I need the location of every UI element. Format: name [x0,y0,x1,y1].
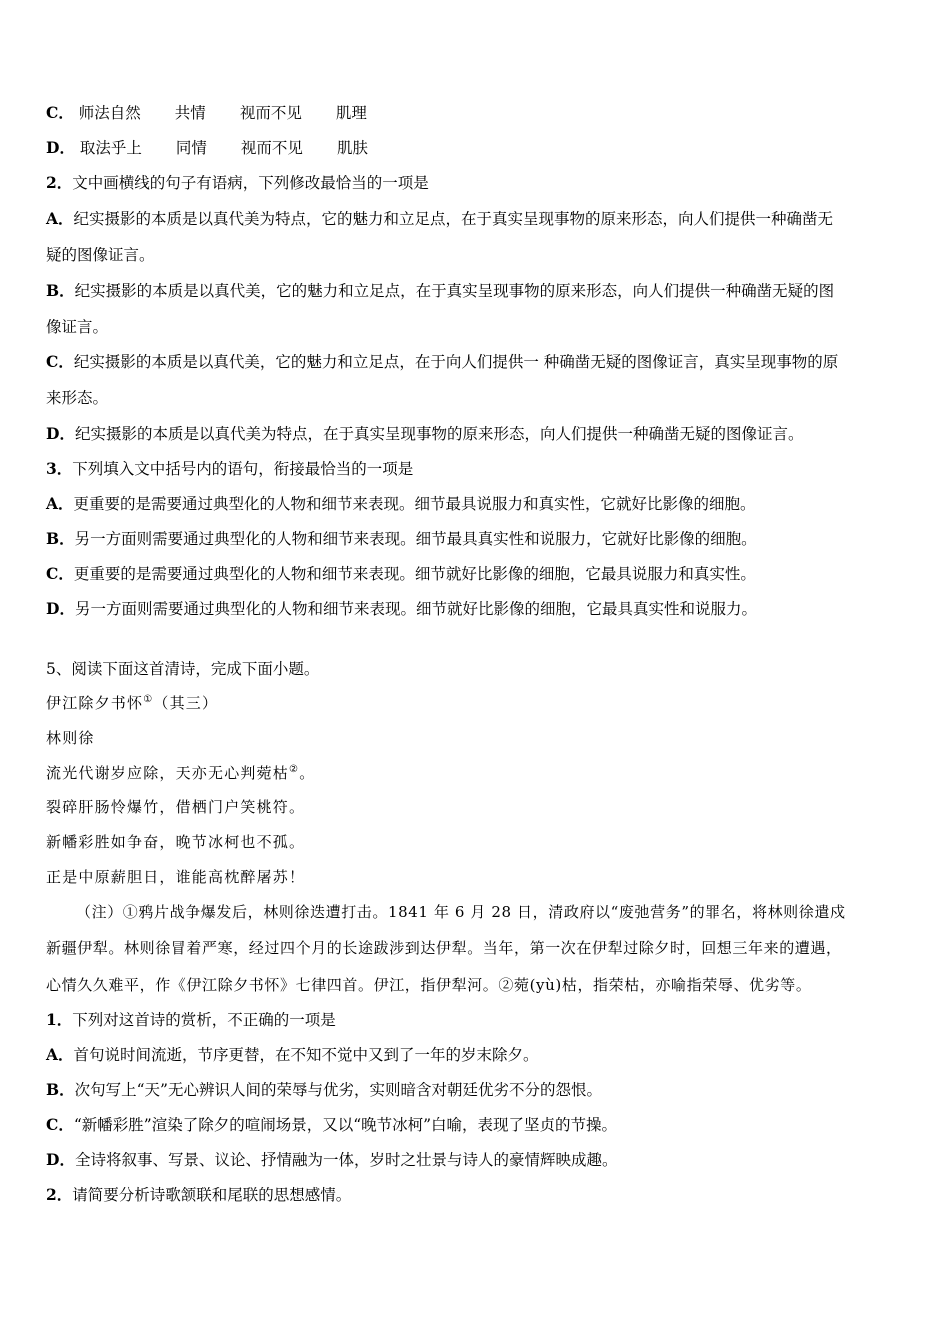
question-text: 下列填入文中括号内的语句，衔接最恰当的一项是 [72,460,414,478]
option-word: 取法乎上 [79,139,142,157]
option-word: 肌理 [335,104,367,122]
q2-option-d [46,424,803,444]
option-label: A． [46,209,74,228]
footnote-marker: ① [143,694,154,705]
option-text: 首句说时间流逝，节序更替，在不知不觉中又到了一年的岁末除夕。 [73,1046,539,1064]
q3-option-d [46,599,757,619]
option-word: 师法自然 [78,104,141,122]
option-text: 另一方面则需要通过典型化的人物和细节来表现。细节最具真实性和说服力，它就好比影像的细胞。 [74,530,757,548]
q3-option-c [46,564,756,584]
footnote-marker: ② [289,764,300,775]
s5-q2-stem [46,1185,351,1205]
question-text: 下列对这首诗的赏析，不正确的一项是 [72,1011,336,1029]
option-text: 来形态。 [46,389,109,407]
option-word: 视而不见 [240,139,303,157]
q3-option-a [46,494,756,514]
option-text: 纪实摄影的本质是以真代美，它的魅力和立足点，在于向人们提供一 种确凿无疑的图像证言，真实呈现事物的原 [73,353,839,371]
option-word: 同情 [175,139,207,157]
question-number: 2． [46,173,73,192]
poem-line-2: 裂碎肝肠怜爆竹，借栖门户笑桃符。 [46,798,306,816]
poem-text: 流光代谢岁应除，天亦无心判菀枯 [46,764,290,782]
option-text: 疑的图像证言。 [46,246,155,264]
poem-line-1 [46,763,315,783]
poem-title-text: 伊江除夕书怀 [46,694,144,712]
option-text: 全诗将叙事、写景、议论、抒情融为一体，岁时之壮景与诗人的豪情辉映成趣。 [74,1151,618,1169]
s5-q1-stem [46,1010,336,1030]
q2-stem [46,173,429,193]
option-label: C． [46,103,74,122]
option-label: C． [46,564,74,583]
poem-line-3: 新幡彩胜如争奋，晚节冰柯也不孤。 [46,833,306,851]
s5-q1-option-c [46,1115,617,1135]
option-label: B． [46,281,75,300]
option-label: D． [46,138,75,157]
option-word: 肌肤 [336,139,368,157]
q2-option-a-cont [46,245,155,265]
option-text: 像证言。 [46,318,109,336]
question-text: 文中画横线的句子有语病，下列修改最恰当的一项是 [72,174,429,192]
q3-option-b [46,529,757,549]
option-label: B． [46,1080,75,1099]
option-label: D． [46,1150,75,1169]
question-number: 3． [46,459,73,478]
q2-option-c-cont [46,388,108,408]
option-text: 另一方面则需要通过典型化的人物和细节来表现。细节就好比影像的细胞，它最具真实性和说服力。 [74,600,757,618]
poem-note-line-3: 心情久久难平，作《伊江除夕书怀》七律四首。伊江，指伊犁河。②菀(yù)枯，指荣枯，亦喻指荣辱、优劣等。 [46,976,812,994]
poem-line-4: 正是中原薪胆日，谁能高枕醉屠苏！ [46,868,306,886]
option-text: 次句写上“天”无心辨识人间的荣辱与优劣，实则暗含对朝廷优劣不分的怨恨。 [74,1081,602,1099]
option-label: D． [46,424,75,443]
option-label: B． [46,529,75,548]
option-text: 更重要的是需要通过典型化的人物和细节来表现。细节最具说服力和真实性，它就好比影像的细胞。 [73,495,756,513]
option-label: C． [46,1115,74,1134]
option-word: 共情 [174,104,206,122]
section5-intro: 5、阅读下面这首清诗，完成下面小题。 [46,660,320,678]
q2-option-b-cont [46,317,108,337]
q3-stem [46,459,413,479]
q1-option-d [46,138,368,158]
q2-option-b [46,281,834,301]
option-label: A． [46,1045,74,1064]
q1-option-c [46,103,367,123]
question-number: 1． [46,1010,73,1029]
s5-q1-option-b [46,1080,602,1100]
question-text: 请简要分析诗歌颔联和尾联的思想感情。 [72,1186,352,1204]
poem-title-suffix: （其三） [153,694,219,712]
q2-option-a [46,209,833,229]
question-number: 2． [46,1185,73,1204]
option-label: A． [46,494,74,513]
poem-note-line-1: （注）①鸦片战争爆发后，林则徐迭遭打击。1841 年 6 月 28 日，清政府以“废弛营务”的罪名，将林则徐遣戍 [76,903,846,921]
poem-note-line-2: 新疆伊犁。林则徐冒着严寒，经过四个月的长途跋涉到达伊犁。当年，第一次在伊犁过除夕时，回想三年来的遭遇， [46,939,842,957]
poem-text: 。 [299,764,316,782]
poem-author: 林则徐 [46,729,95,747]
option-text: 纪实摄影的本质是以真代美为特点，它的魅力和立足点，在于真实呈现事物的原来形态，向人们提供一种确凿无 [73,210,834,228]
option-text: “新幡彩胜”渲染了除夕的喧闹场景，又以“晚节冰柯”白喻，表现了坚贞的节操。 [73,1116,618,1134]
option-text: 纪实摄影的本质是以真代美，它的魅力和立足点，在于真实呈现事物的原来形态，向人们提供一种确凿无疑的图 [74,282,835,300]
option-text: 纪实摄影的本质是以真代美为特点，在于真实呈现事物的原来形态，向人们提供一种确凿无疑的图像证言。 [74,425,804,443]
option-label: D． [46,599,75,618]
s5-q1-option-d [46,1150,617,1170]
option-text: 更重要的是需要通过典型化的人物和细节来表现。细节就好比影像的细胞，它最具说服力和真实性。 [73,565,756,583]
q2-option-c [46,352,838,372]
poem-title [46,693,218,713]
option-label: C． [46,352,74,371]
s5-q1-option-a [46,1045,539,1065]
option-word: 视而不见 [239,104,302,122]
